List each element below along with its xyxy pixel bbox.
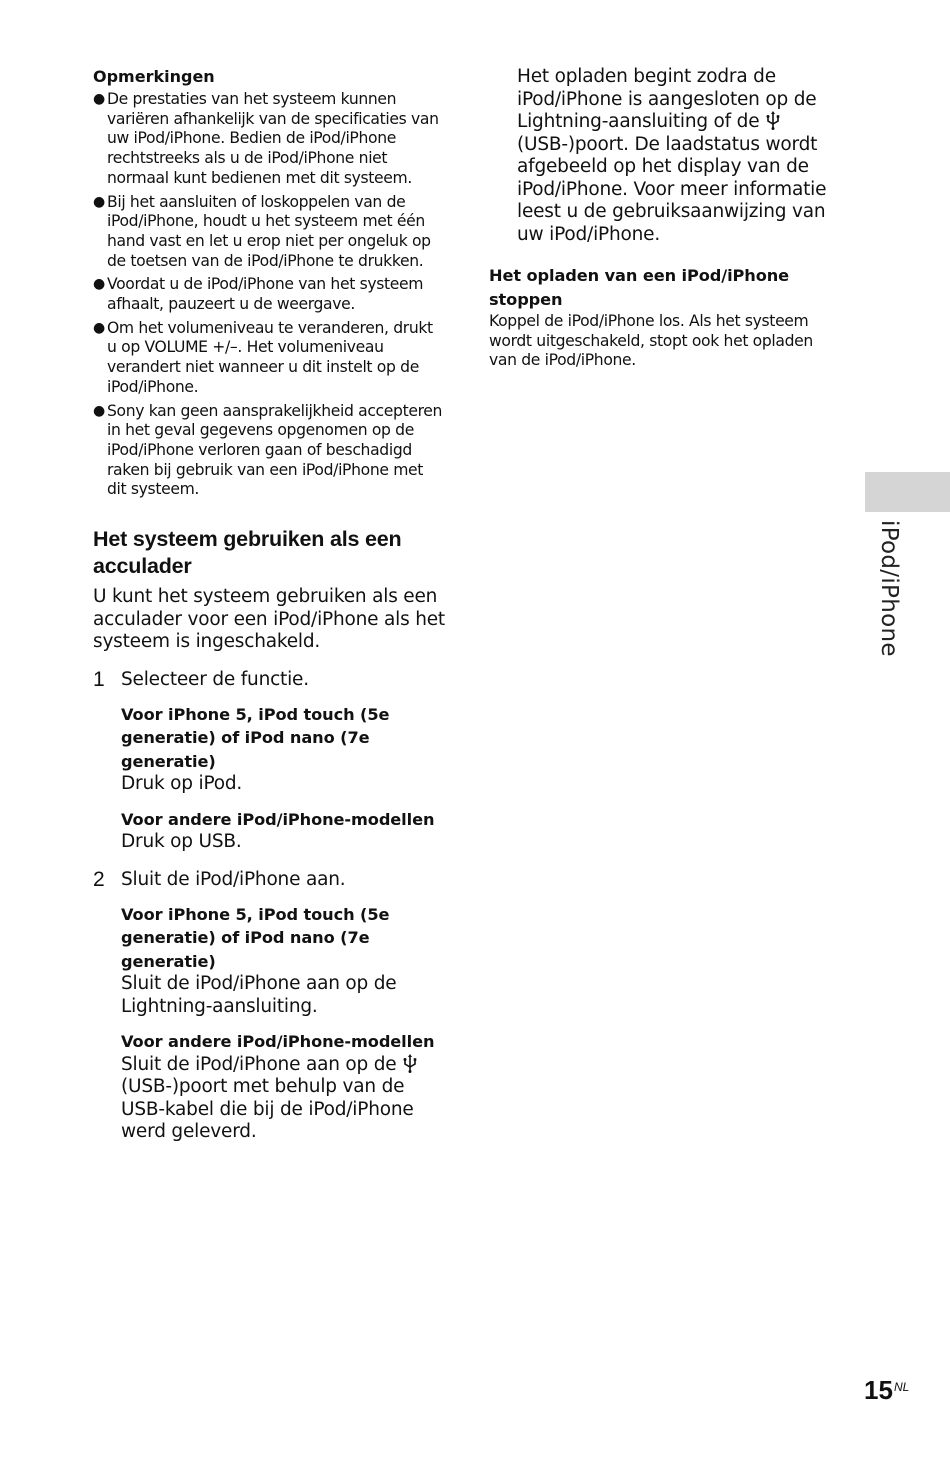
bullet-icon: ● (93, 276, 105, 293)
bullet-icon: ● (93, 91, 105, 107)
sub-text-before-icon: Sluit de iPod/iPhone aan op de (121, 1053, 397, 1075)
usb-icon (765, 111, 781, 130)
bullet-icon: ● (93, 319, 105, 336)
stop-charging-text: Koppel de iPod/iPhone los. Als het systeem wordt uitgeschakeld, stopt ook het opladen van de iPod/iPhone. (489, 312, 813, 370)
step-1 (93, 666, 445, 854)
sub-text-after-icon: (USB-)poort met behulp van de USB-kabel die bij de iPod/iPhone werd geleverd. (121, 1076, 414, 1143)
sub-title: Voor iPhone 5, iPod touch (5e generatie) of iPod nano (7e generatie) (121, 704, 390, 771)
sub-text (121, 1054, 445, 1144)
side-tab-label: iPod/iPhone (876, 520, 902, 657)
sub-title: Voor andere iPod/iPhone-modellen (121, 809, 435, 829)
note-text: Om het volumeniveau te veranderen, drukt u op VOLUME +/–. Het volumeniveau verandert niet wanneer u dit instelt op de iPod/iPhone. (107, 318, 433, 396)
note-item (93, 90, 445, 189)
note-text: De prestaties van het systeem kunnen variëren afhankelijk van de specificaties van uw iPod/iPhone. Bedien de iPod/iPhone rechtstreeks als u de iPod/iPhone niet normaal kunt bedienen met dit systeem. (107, 90, 439, 187)
sub-title: Voor andere iPod/iPhone-modellen (121, 1032, 435, 1052)
section-intro: U kunt het systeem gebruiken als een acculader voor een iPod/iPhone als het systeem is ingeschakeld. (93, 586, 445, 653)
left-column (93, 66, 445, 1156)
sub-title: Voor iPhone 5, iPod touch (5e generatie) of iPod nano (7e generatie) (121, 904, 390, 971)
section-title: Het systeem gebruiken als een acculader (93, 527, 402, 579)
step-number: 1 (93, 667, 105, 691)
usb-icon (402, 1054, 418, 1073)
notes-heading: Opmerkingen (93, 67, 215, 86)
note-item (93, 402, 445, 501)
step-title: Sluit de iPod/iPhone aan. (121, 868, 346, 890)
right-column (489, 66, 844, 371)
note-text: Voordat u de iPod/iPhone van het systeem afhaalt, pauzeert u de weergave. (107, 275, 424, 314)
note-item (93, 275, 445, 314)
note-text: Bij het aansluiten of loskoppelen van de iPod/iPhone, houdt u het systeem met één hand vast en let u erop niet per ongeluk op de toetsen van de iPod/iPhone te drukken. (107, 192, 431, 270)
bullet-icon: ● (93, 193, 105, 210)
step-2 (93, 866, 445, 1144)
side-tab-marker (865, 472, 950, 512)
note-text: Sony kan geen aansprakelijkheid accepteren in het geval gegevens opgenomen op de iPod/iPhone verloren gaan of beschadigd raken bij gebruik van een iPod/iPhone met dit systeem. (107, 401, 443, 499)
sub-text: Druk op USB. (121, 831, 242, 853)
step-title: Selecteer de functie. (121, 668, 309, 690)
bullet-icon: ● (93, 402, 105, 419)
sub-text: Sluit de iPod/iPhone aan op de Lightning-aansluiting. (121, 973, 397, 1017)
notes-list (93, 90, 445, 500)
stop-charging-heading: Het opladen van een iPod/iPhone stoppen (489, 266, 790, 309)
note-item (93, 319, 445, 398)
charging-text-before-icon: Het opladen begint zodra de iPod/iPhone is aangesloten op de Lightning-aansluiting of de (517, 66, 817, 132)
sub-text: Druk op iPod. (121, 773, 243, 795)
step-number: 2 (93, 867, 105, 891)
page-number: 15 (864, 1375, 893, 1405)
note-item (93, 193, 445, 272)
charging-text-after-icon: (USB-)poort. De laadstatus wordt afgebeeld op het display van de iPod/iPhone. Voor meer informatie leest u de gebruiksaanwijzing van uw iPod/iPhone. (517, 133, 827, 245)
page-language-suffix: NL (894, 1380, 910, 1394)
charging-paragraph (489, 66, 844, 246)
